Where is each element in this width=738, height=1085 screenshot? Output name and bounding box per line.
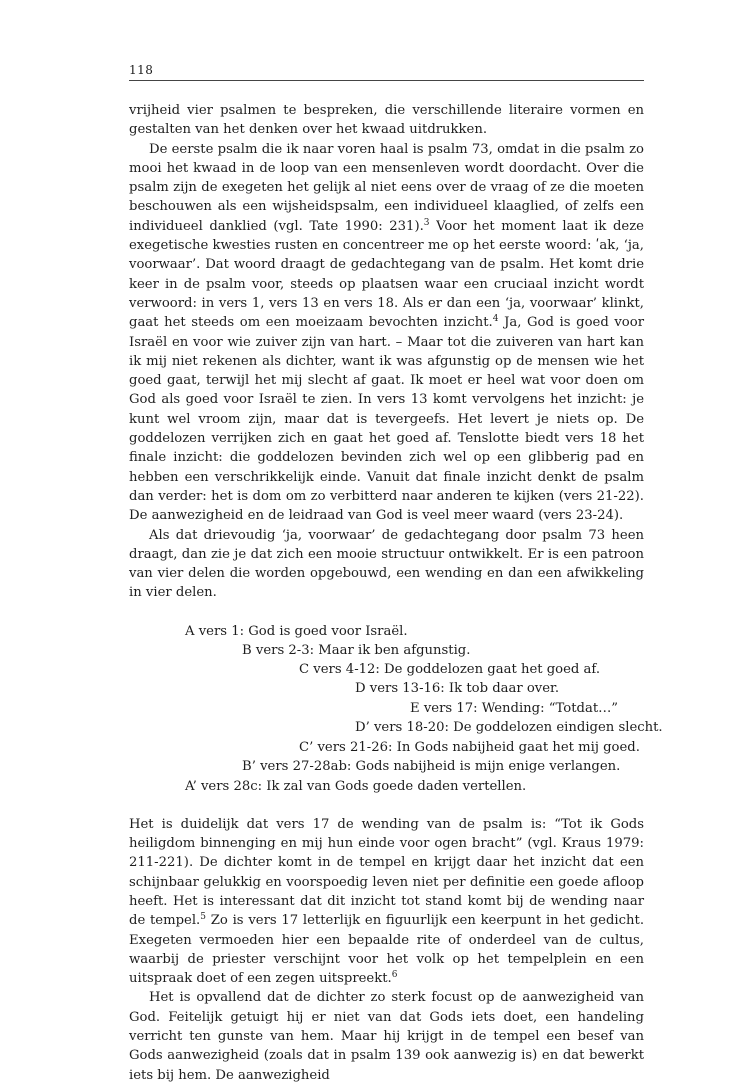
paragraph-5: Het is opvallend dat de dichter zo sterk focust op de aanwezigheid van God. Feitelijk getuigt hij er niet van dat Gods iets doet, een handeling verricht ten gunste van hem. Maar hij krijgt in de tempel een besef van Gods aanwezigheid (zoals dat in psalm 139 ook aanwezig is) en dat bewerkt iets bij hem. De aanwezigheid [129, 990, 644, 1083]
schema-line-b: B vers 2-3: Maar ik ben afgunstig. [242, 642, 471, 658]
paragraph-2-part-a: De eerste psalm die ik naar voren haal is psalm 73, omdat in die psalm zo mooi het kwaad in de loop van een mensenleven wordt doordacht. Over die psalm zijn de exegeten het gelijk al niet eens over de vraag of ze die moeten beschouwen als een wijsheidspsalm, een individueel klaaglied, of zelfs een individueel danklied (vgl. Tate 1990: 231). [129, 141, 644, 234]
footnote-ref-4[interactable]: 4 [492, 314, 499, 325]
chiastic-structure [129, 622, 663, 796]
footnote-ref-3[interactable]: 3 [423, 217, 430, 228]
schema-line-c-prime: C’ vers 21-26: In Gods nabijheid gaat het mij goed. [299, 739, 640, 755]
schema-line-c: C vers 4-12: De goddelozen gaat het goed af. [299, 661, 601, 677]
schema-line-b-prime: B’ vers 27-28ab: Gods nabijheid is mijn enige verlangen. [242, 758, 621, 774]
paragraph-2 [129, 140, 644, 526]
paragraph-4-part-a: Het is duidelijk dat vers 17 de wending van de psalm is: “Tot ik Gods heiligdom binnenging en mij hun einde voor ogen bracht” (vgl. Kraus 1979: 211-221). De dichter komt in de tempel en krijgt daar het inzicht dat een schijnbaar gelukkig en voorspoedig leven niet per definitie een goede afloop heeft. Het is interessant dat dit inzicht tot stand komt bij de wending naar de tempel. [129, 816, 644, 929]
header-rule [129, 80, 644, 81]
body-text [129, 101, 663, 1085]
footnote-ref-6[interactable]: 6 [391, 970, 398, 981]
paragraph-2-part-b: Voor het moment laat ik deze exegetische kwesties rusten en concentreer me op het eerste woord: ʹak, ‘ja, voorwaar’. Dat woord draagt de gedachtegang van de psalm. Het komt drie keer in de psalm voor, steeds op plaatsen waar een cruciaal inzicht wordt verwoord: in vers 1, vers 13 en vers 18. Als er dan een ‘ja, voorwaar’ klinkt, gaat het steeds om een moeizaam bevochten inzicht. [129, 218, 644, 331]
paragraph-4-part-b: Zo is vers 17 letterlijk en figuurlijk een keerpunt in het gedicht. Exegeten vermoeden hier een bepaalde rite of onderdeel van de cultus, waarbij de priester verschijnt voor het volk op het tempelplein en een uitspraak doet of een zegen uitspreekt. [129, 913, 645, 987]
page-number: 118 [129, 63, 154, 77]
paragraph-3: Als dat drievoudig ‘ja, voorwaar’ de gedachtegang door psalm 73 heen draagt, dan zie je dat zich een mooie structuur ontwikkelt. Er is een patroon van vier delen die worden opgebouwd, een wending en dan een afwikkeling in vier delen. [129, 527, 644, 601]
schema-line-d-prime: D’ vers 18-20: De goddelozen eindigen slecht. [355, 719, 663, 735]
schema-line-e: E vers 17: Wending: “Totdat…” [410, 700, 619, 716]
schema-line-a: A vers 1: God is goed voor Israël. [185, 623, 408, 639]
schema-line-a-prime: A’ vers 28c: Ik zal van Gods goede daden vertellen. [185, 778, 527, 794]
paragraph-2-part-c: Ja, God is goed voor Israël en voor wie zuiver zijn van hart. – Maar tot die zuiveren van hart kan ik mij niet rekenen als dichter, want ik was afgunstig op de mensen wie het goed gaat, terwijl het mij slecht af gaat. Ik moet er heel wat voor doen om God als goed voor Israël te zien. In vers 13 komt vervolgens het inzicht: je kunt wel vroom zijn, maar dat is tevergeefs. Het levert je niets op. De goddelozen verrijken zich en gaat het goed af. Tenslotte biedt vers 18 het finale inzicht: die goddelozen bevinden zich wel op een glibberig pad en hebben een verschrikkelijk einde. Vanuit dat finale inzicht denkt de psalm dan verder: het is dom om zo verbitterd naar anderen te kijken (vers 21-22). De aanwezigheid en de leidraad van God is veel meer waard (vers 23-24). [129, 315, 644, 524]
footnote-ref-5[interactable]: 5 [200, 912, 206, 923]
paragraph-4 [129, 815, 644, 989]
paragraph-1: vrijheid vier psalmen te bespreken, die verschillende literaire vormen en gestalten van het denken over het kwaad uitdrukken. [129, 103, 644, 138]
schema-line-d: D vers 13-16: Ik tob daar over. [355, 680, 560, 696]
